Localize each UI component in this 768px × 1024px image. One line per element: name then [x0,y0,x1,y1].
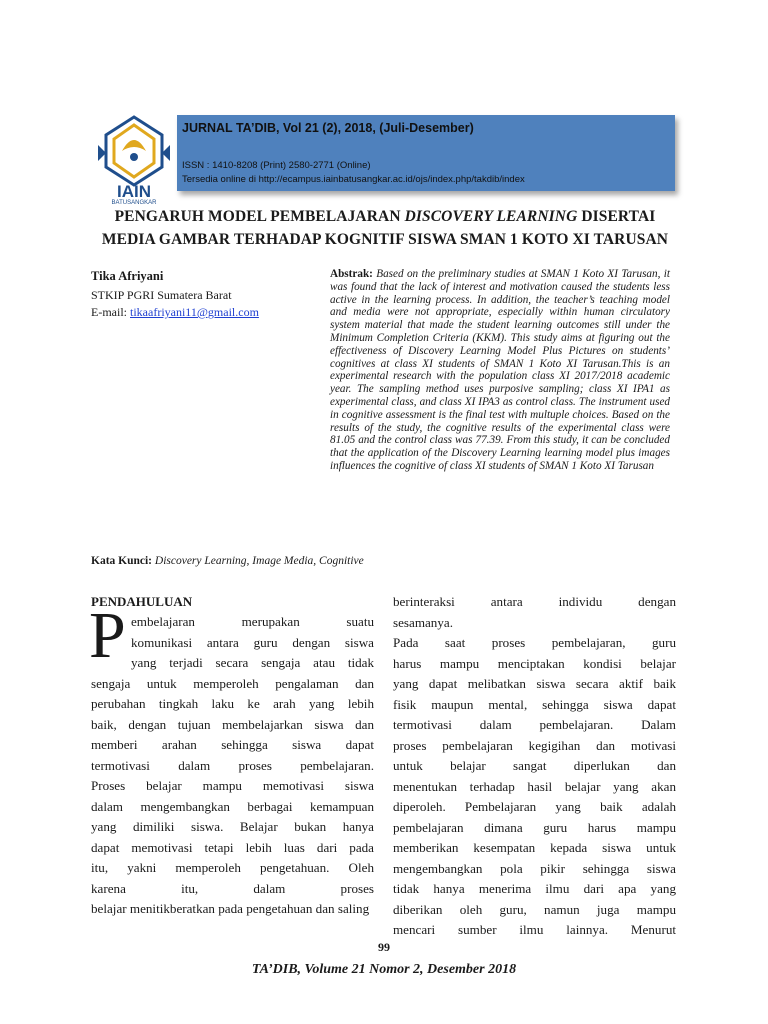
title-part-1: PENGARUH MODEL PEMBELAJARAN [114,208,405,225]
page-number: 99 [378,940,390,954]
author-name: Tika Afriyani [91,269,164,283]
email-link[interactable]: tikaafriyani11@gmail.com [130,305,259,319]
right-column-line: mencari sumber ilmu lainnya. Menurut [393,922,676,937]
title-part-3: DISERTAI [577,208,656,225]
title-part-2: DISCOVERY LEARNING [404,208,578,225]
left-column-line: belajar menitikberatkan pada pengetahuan dan saling [91,901,370,916]
right-column-line: yang dapat melibatkan siswa secara aktif baik [393,676,676,691]
left-column-line: sengaja untuk memperoleh pengalaman dan [91,675,374,691]
keywords-label: Kata Kunci: [91,555,153,567]
left-column-line: yang terjadi secara sengaja atau tidak [131,655,374,670]
journal-title: JURNAL TA’DIB, Vol 21 (2), 2018, (Juli-Desember) [182,121,474,135]
left-column-line: komunikasi antara guru dengan siswa [131,634,374,650]
right-column-line: tidak hanya menerima ilmu dari apa yang [393,881,676,896]
right-column-line: fisik maupun mental, sehingga siswa dapat [393,696,676,712]
left-column-line: yang dimiliki siswa. Belajar bukan hanya [91,819,374,834]
logo-text: IAIN [117,182,151,201]
iain-logo [92,113,176,205]
right-column-line: Pada saat proses pembelajaran, guru [393,635,676,650]
right-column-line: pembelajaran dimana guru harus mampu [393,819,676,835]
left-column-line: termotivasi dalam proses pembelajaran. [91,757,374,773]
right-column-line: mengembangkan pola pikir sehingga siswa [393,860,676,876]
abstract-text: Based on the preliminary studies at SMAN 1 Koto XI Tarusan, it was found that the lack of interest and motivation caused the students less active in the learning process. In addition, the teacher’s teaching model and media were not appropriate, especially within human circulatory system material that made the student learning outcomes still under the Minimum Completion Criteria (KKM). This study aims at figuring out the effectiveness of Discovery Learning Model Plus Pictures on students’ cognitives at class XI students of SMAN 1 Koto XI Tarusan.This is an experimental research with the population class XI 2017/2018 academic year. The sampling method uses purposive sampling; class XI IPA1 as experimental class, and class XI IPA3 as control class. The instrument used in cognitive assessment is the final test with multuple choices. Based on the results of the study, the cognitive results of the experimental class were 81.05 and the control class was 77.39. From this study, it can be concluded that the application of the Discovery Learning learning model plus images influences the cognitive of class XI students of SMAN 1 Koto XI Tarusan [330,268,670,472]
right-column-line: diberikan oleh guru, namun juga mampu [393,901,676,917]
title-line-2: MEDIA GAMBAR TERHADAP KOGNITIF SISWA SMAN 1 KOTO XI TARUSAN [101,231,669,248]
right-column-line: memberikan kesempatan kepada siswa untuk [393,840,676,855]
online-url-line: Tersedia online di http://ecampus.iainbatusangkar.ac.id/ojs/index.php/takdib/index [182,174,525,185]
left-column-line: dalam mengembangkan berbagai kemampuan [91,798,374,814]
abstract-label: Abstrak: [330,268,373,280]
right-column-line: harus mampu menciptakan kondisi belajar [393,655,676,671]
left-column-line: perubahan tingkah laku ke arah yang lebih [91,696,374,711]
author-affiliation: STKIP PGRI Sumatera Barat [91,288,232,302]
left-column-line: dapat memotivasi tetapi lebih luas dari pada [91,839,374,855]
left-column [91,612,374,920]
left-column-line: embelajaran merupakan suatu [131,614,374,629]
right-column-line: sesamanya. [393,614,453,630]
right-column-line: termotivasi dalam pembelajaran. Dalam [393,717,676,732]
issn-line: ISSN : 1410-8208 (Print) 2580-2771 (Online) [182,160,371,171]
keywords-value: Discovery Learning, Image Media, Cognitive [152,555,364,567]
left-column-line: itu, yakni memperoleh pengetahuan. Oleh [91,860,374,875]
journal-footer: TA’DIB, Volume 21 Nomor 2, Desember 2018 [251,962,517,977]
right-column-line: untuk belajar sangat diperlukan dan [393,758,676,773]
author-email [91,305,259,320]
drop-cap: P [89,599,126,672]
right-column [393,592,676,941]
left-column-line: memberi arahan sehingga siswa dapat [91,737,374,752]
right-column-line: proses pembelajaran kegigihan dan motivasi [393,737,676,753]
journal-header-box [177,115,675,191]
section-heading: PENDAHULUAN [91,594,193,609]
logo-subtext: BATUSANGKAR [111,200,157,205]
abstract [330,268,670,473]
keywords [91,555,364,567]
right-column-line: berinteraksi antara individu dengan [393,594,676,609]
left-column-line: karena itu, dalam proses [91,880,374,896]
right-column-line: diperoleh. Pembelajaran yang baik adalah [393,799,676,814]
right-column-line: menentukan terhadap hasil belajar yang akan [393,778,676,794]
paper-title [60,205,710,251]
email-label: E-mail: [91,305,130,319]
left-column-line: Proses belajar mampu memotivasi siswa [91,778,374,793]
left-column-line: baik, dengan tujuan membelajarkan siswa dan [91,716,374,732]
